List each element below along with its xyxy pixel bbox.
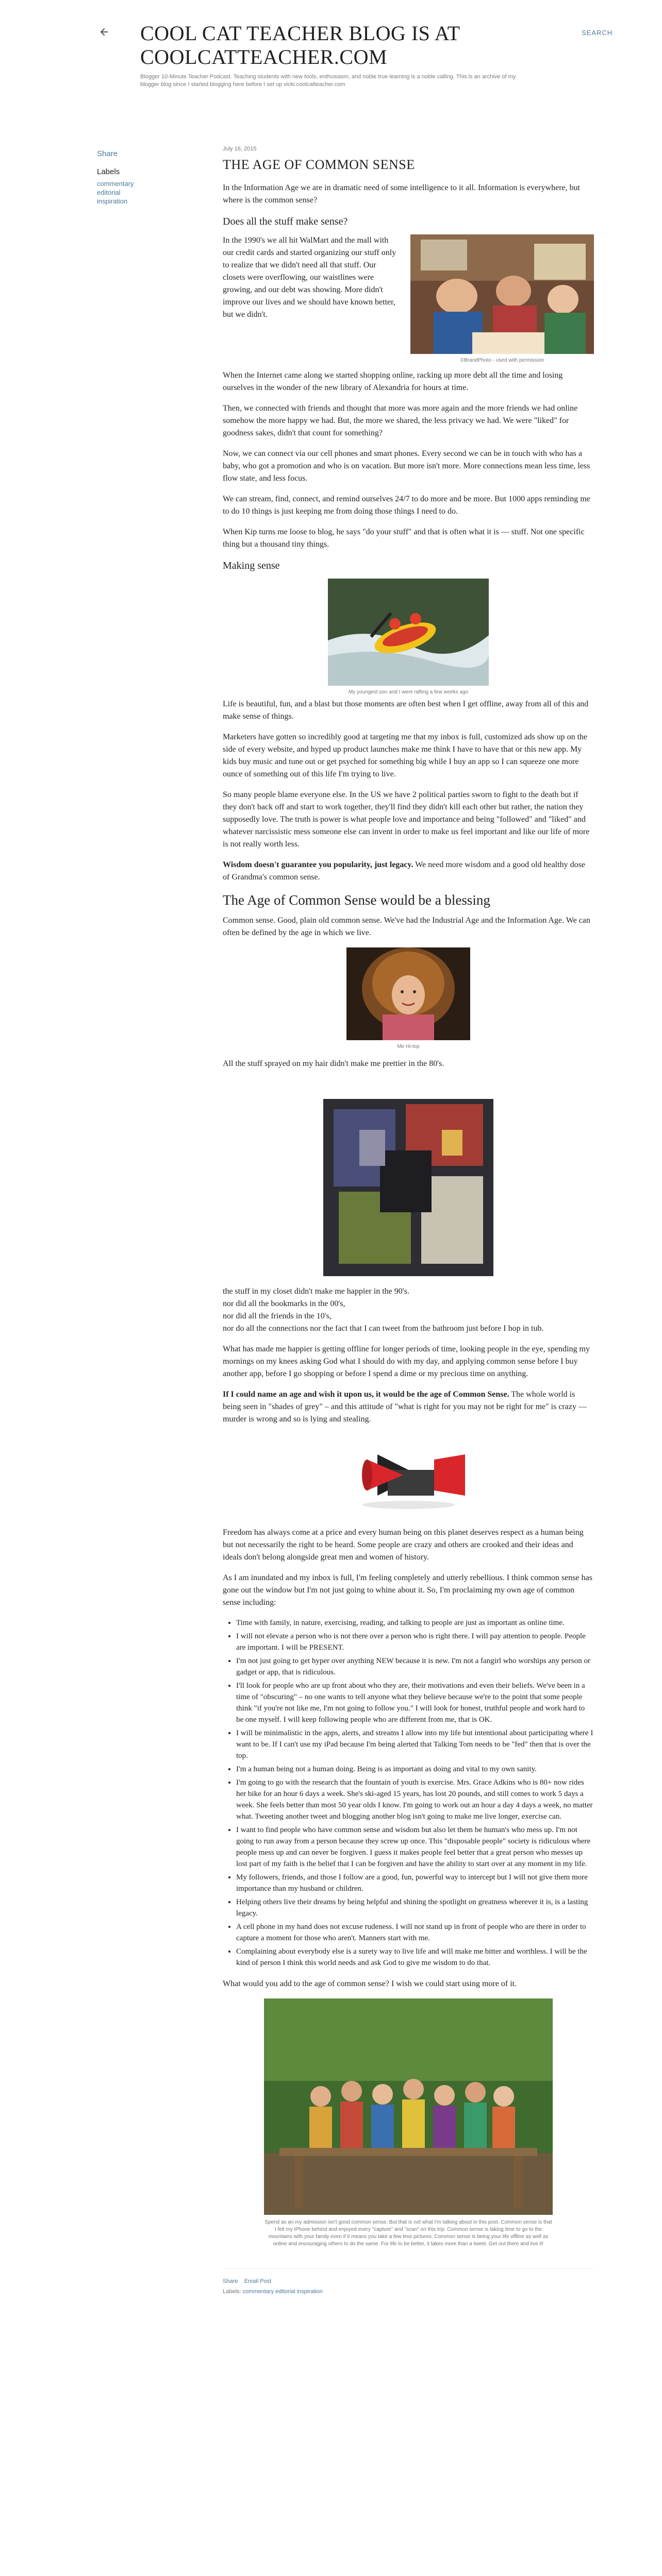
paragraph-marketers: Marketers have gotten so incredibly good at targeting me that my inbox is full, customized ads show up on the side of every website, and hyped up product launches make me think I have to have that or this new app. My kids buy music and tune out or get psyched for something big while I buy an app so I can squeeze one more ounce of something out of this life I'm trying to live. bbox=[223, 733, 588, 778]
label-link-commentary[interactable]: commentary bbox=[97, 180, 134, 188]
group-photo-caption: Spend as an my admission isn't good common sense. But that is not what I'm talking about in this post. Common sense is that I felt my iPhone behind and enjoyed every "capture" and "scan" on this trip. Common sense is taking time to go to the mountains with your family even if it means you take a few less pictures. Common sense is being your life offline as well as online and encouraging others to do the same. For life to be better, it takes more than a tweet. Get out there and live it! bbox=[264, 2219, 552, 2247]
paragraph-wisdom bbox=[223, 859, 594, 884]
blog-title[interactable]: COOL CAT TEACHER BLOG IS AT COOLCATTEACHER.COM bbox=[140, 22, 460, 69]
paragraph-common-sense: Common sense. Good, plain old common sense. We've had the Industrial Age and the Information Age. We can often be defined by the age in which we live. bbox=[223, 916, 590, 937]
list-item: • I will not elevate a person who is not there over a person who is right there. I will pay attention to people. People are important. I will be PRESENT. bbox=[236, 1631, 594, 1653]
figure-closet-photo bbox=[323, 1099, 493, 1276]
hair-photo-image[interactable] bbox=[346, 947, 470, 1040]
list-item: • A cell phone in my hand does not excuse rudeness. I will not stand up in front of people who are there in order to capture a moment for those who aren't. Manners start with me. bbox=[236, 1921, 594, 1944]
closet-photo-image[interactable] bbox=[323, 1099, 493, 1276]
paragraph-hair: All the stuff sprayed on my hair didn't make me prettier in the 80's. bbox=[223, 1059, 444, 1068]
share-link[interactable]: Share bbox=[97, 149, 118, 158]
family-photo-caption: ©BrandPhoto - used with permission bbox=[460, 358, 544, 363]
paragraph-rebellious: As I am inundated and my inbox is full, I'm feeling completely and utterly rebellious. I think common sense has gone out the window but I'm not just going to whine about it. So, I'm proclaiming my own age of common sense including: bbox=[223, 1573, 592, 1607]
wisdom-rest-text: We need more wisdom and a good old healthy dose of Grandma's common sense. bbox=[223, 860, 585, 882]
post-article bbox=[223, 146, 594, 2297]
section1-paragraph: In the 1990's we all hit WalMart and the mall with our credit cards and started organizing our stuff only to realize that we didn't need all that stuff. Our closets were overflowing, our waistlines were growing, and our debt was showing. More didn't improve our lives and we should have known better, but we didn't. bbox=[223, 236, 396, 319]
post-intro: In the Information Age we are in dramatic need of some intelligence to it all. Information is everywhere, but where is the common sense? bbox=[223, 183, 581, 205]
figure-family-photo bbox=[410, 234, 594, 364]
paragraph-closing: What would you add to the age of common sense? I wish we could start using more of it. bbox=[223, 1979, 517, 1988]
list-item: • I will be minimalistic in the apps, alerts, and streams I allow into my life but intentional about participating where I want to be. If I can't use my iPad because I'm being alerted that Talking Tom needs to be "fed" then that is over the top. bbox=[236, 1727, 594, 1761]
back-arrow-icon[interactable] bbox=[97, 25, 111, 39]
list-item: • Complaining about everybody else is a surety way to live life and will make me bitter and worthless. I will be the kind of person I think this world needs and ask God to give me wisdom to do that. bbox=[236, 1946, 594, 1969]
hair-photo-caption: Me Hi-top bbox=[397, 1044, 420, 1049]
paragraph-kip: When Kip turns me loose to blog, he says "do your stuff" and that is often what it is — stuff. Not one specific thing but a thousand tiny things. bbox=[223, 528, 585, 549]
decade-line-90s: the stuff in my closet didn't make me happier in the 90's. bbox=[223, 1287, 409, 1296]
label-link-editorial[interactable]: editorial bbox=[97, 189, 121, 196]
figure-megaphone bbox=[346, 1434, 470, 1511]
list-item: • I'm not just going to get hyper over anything NEW because it is new. I'm not a fangirl who worships any person or gadget or app, that is ridiculous. bbox=[236, 1655, 594, 1678]
section-heading-making-sense: Making sense bbox=[223, 560, 280, 571]
paragraph-decades bbox=[223, 1285, 594, 1335]
decade-line-00s: nor did all the bookmarks in the 00's, bbox=[223, 1299, 345, 1308]
megaphone-image[interactable] bbox=[346, 1434, 470, 1511]
group-photo-image[interactable] bbox=[264, 1998, 553, 2215]
rafting-photo-image[interactable] bbox=[328, 579, 489, 686]
list-item: • I want to find people who have common sense and wisdom but also let them be human's who mess up. I'm not going to run away from a person because they screw up once. This "disposable people" society is ridiculous where people mess up and can never be forgiven. I guess it makes people feel better that a great person who messes up lost part of my faith is the belief that I can be forgiven and have the ability to start over at any moment in my life. bbox=[236, 1824, 594, 1870]
common-sense-list bbox=[223, 1617, 594, 1969]
label-link-inspiration[interactable]: inspiration bbox=[97, 197, 128, 205]
list-item: • My followers, friends, and those I follow are a good, fun, powerful way to intercept but I will not give them more importance than my husband or children. bbox=[236, 1872, 594, 1894]
labels-heading: Labels bbox=[97, 167, 120, 176]
age-bold-text: If I could name an age and wish it upon us, it would be the age of Common Sense. bbox=[223, 1390, 509, 1399]
figure-80s-photo bbox=[346, 947, 470, 1050]
post-footer bbox=[223, 2268, 594, 2297]
blog-description: Blogger 10-Minute Teacher Podcast. Teaching students with new tools, enthusiasm, and noble true learning is a noble calling. This is an archive of my blogger blog since I started blogging here before I set up vicki.coolcatteacher.com bbox=[140, 74, 516, 88]
decade-line-connections: nor do all the connections nor the fact that I can tweet from the bathroom just before I hop in tub. bbox=[223, 1324, 544, 1333]
section-heading-blessing: The Age of Common Sense would be a blessing bbox=[223, 892, 490, 908]
age-rest-text: The whole world is being seen in "shades of grey" – and this attitude of "what is right for you may not be right for me" is crazy — murder is wrong and so is lying and stealing. bbox=[223, 1390, 587, 1423]
list-item: • I'll look for people who are up front about who they are, their motivations and even their beliefs. We've been in a time of "obscuring" – no one wants to tell anyone what they believe because we're to the point that some people think "if you're not like me, I'm not going to follow you." I will look for honest, truthful people and work hard to be one myself. I will keep following people who are different from me, that is OK. bbox=[236, 1680, 594, 1725]
footer-labels-links[interactable]: commentary editorial inspiration bbox=[242, 2289, 323, 2295]
figure-group-photo bbox=[264, 1998, 553, 2248]
post-title: THE AGE OF COMMON SENSE bbox=[223, 157, 415, 172]
rafting-caption: My youngest son and I went rafting a few weeks ago bbox=[348, 689, 469, 695]
search-link[interactable]: SEARCH bbox=[582, 29, 613, 37]
blog-header bbox=[0, 0, 662, 93]
paragraph-blame: So many people blame everyone else. In the US we have 2 political parties sworn to fight to the death but if they don't back off and start to work together, they'll find they didn't kill each other but rather, the nation they supposedly love. The truth is power is what people love and importance and being "followed" and "liked" and whatever narcissistic mess someone else can invent in order to make us feel important and like our life of more is not really worth less. bbox=[223, 790, 590, 849]
family-photo-image[interactable] bbox=[410, 234, 594, 354]
figure-rafting bbox=[328, 579, 489, 696]
paragraph-phones: Now, we can connect via our cell phones and smart phones. Every second we can be in touch with who has a baby, who got a promotion and who is on vacation. But more isn't more. More connections mean less time, less flow state, and less focus. bbox=[223, 449, 590, 483]
paragraph-name-an-age bbox=[223, 1388, 594, 1426]
footer-share-link[interactable]: Share bbox=[223, 2278, 238, 2284]
list-item: • I'm going to go with the research that the fountain of youth is exercise. Mrs. Grace Adkins who is 80+ now rides her bike for an hour 6 days a week. She's ski-aged 15 years, has lost 20 pounds, and still comes to work 5 days a week. She feels better than most 50 year olds I know. I'm going to work out an hour a day 4 days a week, no matter what. Tweeting another tweet and blogging another blog isn't going to make me live longer, exercise can. bbox=[236, 1777, 594, 1822]
section-heading-stuff: Does all the stuff make sense? bbox=[223, 216, 348, 227]
sidebar bbox=[97, 149, 174, 206]
paragraph-happier: What has made me happier is getting offline for longer periods of time, looking people in the eye, spending my mornings on my knees asking God what I should do with my day, and applying common sense before I buy another app, before I go shopping or before I spend a dime or my precious time on anything. bbox=[223, 1345, 590, 1378]
footer-labels-prefix: Labels: bbox=[223, 2289, 241, 2295]
list-item: • I'm a human being not a human doing. Being is as important as doing and vital to my own sanity. bbox=[236, 1764, 594, 1775]
post-date[interactable]: July 16, 2015 bbox=[223, 146, 257, 152]
paragraph-freedom: Freedom has always come at a price and every human being on this planet deserves respect as a human being but not necessarily the right to be heard. Some people are crazy and others are crooked and their ideas and ideals don't belong alongside great men and women of history. bbox=[223, 1528, 584, 1562]
paragraph-stream: We can stream, find, connect, and remind ourselves 24/7 to do more and be more. But 1000 apps reminding me to do 10 things is just keeping me from doing those things I need to do. bbox=[223, 495, 590, 516]
decade-line-10s: nor did all the friends in the 10's, bbox=[223, 1312, 332, 1320]
paragraph-friends: Then, we connected with friends and thought that more was more again and the more friends we had online somehow the more happy we had. But, the more we shared, the less privacy we had. We were "liked" for goodness sakes, didn't that count for something? bbox=[223, 404, 578, 437]
wisdom-bold-text: Wisdom doesn't guarantee you popularity, just legacy. bbox=[223, 860, 413, 869]
list-item: • Time with family, in nature, exercising, reading, and talking to people are just as important as online time. bbox=[236, 1617, 594, 1629]
paragraph-internet: When the Internet came along we started shopping online, racking up more debt all the time and losing ourselves in the wonder of the new library of Alexandria for hours at time. bbox=[223, 371, 563, 392]
paragraph-life: Life is beautiful, fun, and a blast but those moments are often best when I get offline, away from all of this and make sense of things. bbox=[223, 700, 589, 721]
list-item: • Helping others live their dreams by being helpful and shining the spotlight on greatness wherever it is, is a lasting legacy. bbox=[236, 1896, 594, 1919]
footer-email-link[interactable]: Email Post bbox=[244, 2278, 272, 2284]
